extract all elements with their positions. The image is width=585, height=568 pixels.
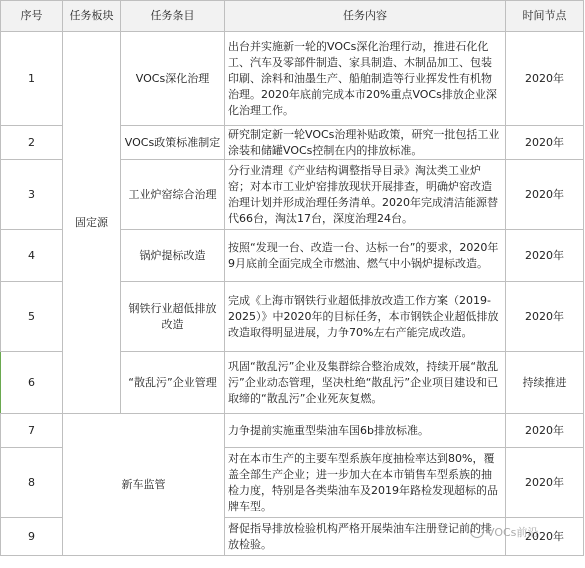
watermark: [470, 524, 538, 540]
row-content: 督促指导排放检验机构严格开展柴油车注册登记前的排放检验。: [225, 518, 506, 556]
row-time: 2020年: [506, 448, 584, 518]
row-content: 完成《上海市钢铁行业超低排放改造工作方案（2019-2025）》中2020年的目标任务，本市钢铁企业超低排放改造取得明显进展，力争70%左右产能完成改造。: [225, 282, 506, 352]
row-no: 7: [1, 414, 63, 448]
header-no: 序号: [1, 1, 63, 32]
row-time: 2020年: [506, 518, 584, 556]
row-item: VOCs深化治理: [121, 32, 225, 126]
table-row: [1, 414, 584, 448]
header-item: 任务条目: [121, 1, 225, 32]
row-content: 巩固“散乱污”企业及集群综合整治成效，持续开展“散乱污”企业动态管理，坚决杜绝“散乱污”企业项目建设和已取缔的“散乱污”企业死灰复燃。: [225, 352, 506, 414]
category-cell: 固定源: [63, 32, 121, 414]
row-no: 9: [1, 518, 63, 556]
row-no: 6: [1, 352, 63, 414]
row-content: 分行业清理《产业结构调整指导目录》淘汰类工业炉窑；对本市工业炉窑排放现状开展排查，明确炉窑改造治理计划并形成治理任务清单。2020年完成清洁能源替代66台，淘汰17台，深度治理24台。: [225, 160, 506, 230]
row-item: VOCs政策标准制定: [121, 126, 225, 160]
row-time: 2020年: [506, 160, 584, 230]
row-content: 出台并实施新一轮的VOCs深化治理行动，推进石化化工、汽车及零部件制造、家具制造、木制品加工、包装印刷、涂料和油墨生产、船舶制造等行业挥发性有机物治理。2020年底前完成本市20%重点VOCs排放企业深化治理工作。: [225, 32, 506, 126]
header-category: 任务板块: [63, 1, 121, 32]
header-time: 时间节点: [506, 1, 584, 32]
row-item: 钢铁行业超低排放改造: [121, 282, 225, 352]
row-content: 研究制定新一轮VOCs治理补贴政策，研究一批包括工业涂装和储罐VOCs控制在内的排放标准。: [225, 126, 506, 160]
header-content: 任务内容: [225, 1, 506, 32]
watermark-text: VOCs前沿: [487, 526, 539, 539]
row-no: 3: [1, 160, 63, 230]
row-time: 2020年: [506, 414, 584, 448]
row-item: 锅炉提标改造: [121, 230, 225, 282]
row-time: 2020年: [506, 126, 584, 160]
table-row: [1, 32, 584, 126]
row-content: 按照“发现一台、改造一台、达标一台”的要求，2020年9月底前全面完成全市燃油、燃气中小锅炉提标改造。: [225, 230, 506, 282]
row-time: 2020年: [506, 230, 584, 282]
row-no: 1: [1, 32, 63, 126]
row-time: 2020年: [506, 32, 584, 126]
wechat-icon: [470, 524, 484, 538]
row-no: 5: [1, 282, 63, 352]
row-no: 2: [1, 126, 63, 160]
row-content: 对在本市生产的主要车型系族年度抽检率达到80%，覆盖全部生产企业；进一步加大在本市销售车型系族的抽检力度，特别是各类柴油车及2019年路检发现超标的品牌车型。: [225, 448, 506, 518]
row-time: 2020年: [506, 282, 584, 352]
row-item: 工业炉窑综合治理: [121, 160, 225, 230]
category-cell: 新车监管: [63, 414, 225, 556]
row-item: “散乱污”企业管理: [121, 352, 225, 414]
row-no: 4: [1, 230, 63, 282]
row-content: 力争提前实施重型柴油车国6b排放标准。: [225, 414, 506, 448]
row-time: 持续推进: [506, 352, 584, 414]
row-no: 8: [1, 448, 63, 518]
header-row: [1, 1, 584, 32]
